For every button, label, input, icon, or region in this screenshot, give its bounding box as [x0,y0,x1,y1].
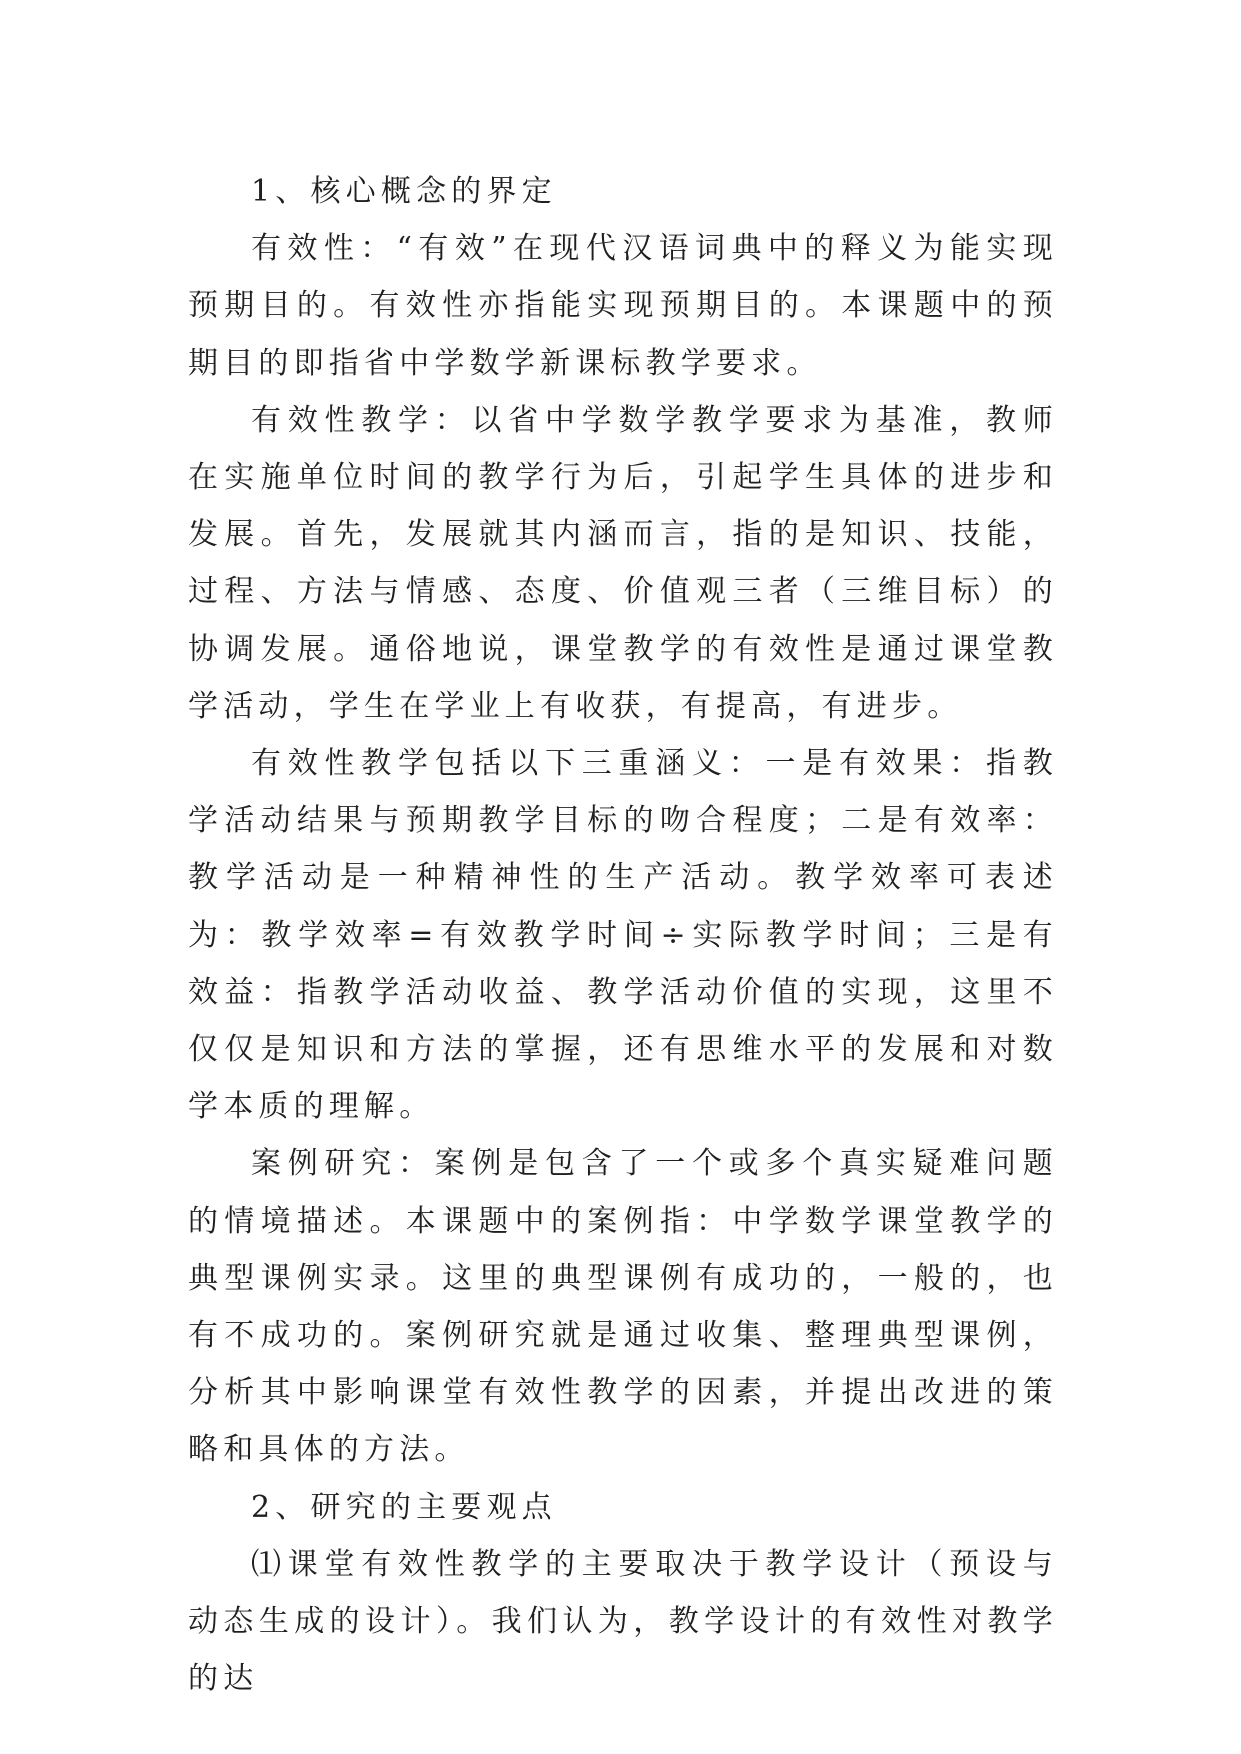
section-heading-main-viewpoints: 2、研究的主要观点 [251,1489,557,1525]
paragraph-effective-teaching-definition: 有效性教学：以省中学数学教学要求为基准，教师在实施单位时间的教学行为后，引起学生具体的进步和发展。首先，发展就其内涵而言，指的是知识、技能，过程、方法与情感、态度、价值观三者（三维目标）的协调发展。通俗地说，课堂教学的有效性是通过课堂教学活动，学生在学业上有收获，有提高，有进步。 [188,402,1058,724]
paragraph-effectiveness-definition: 有效性：“有效”在现代汉语词典中的释义为能实现预期目的。有效性亦指能实现预期目的。本课题中的预期目的即指省中学数学新课标教学要求。 [188,231,1058,381]
paragraph-case-study-definition: 案例研究：案例是包含了一个或多个真实疑难问题的情境描述。本课题中的案例指：中学数学课堂教学的典型课例实录。这里的典型课例有成功的，一般的，也有不成功的。案例研究就是通过收集、整理典型课例，分析其中影响课堂有效性教学的因素，并提出改进的策略和具体的方法。 [188,1146,1058,1468]
paragraph-three-meanings: 有效性教学包括以下三重涵义：一是有效果：指教学活动结果与预期教学目标的吻合程度；二是有效率：教学活动是一种精神性的生产活动。教学效率可表述为：教学效率=有效教学时间÷实际教学时间；三是有效益：指教学活动收益、教学活动价值的实现，这里不仅仅是知识和方法的掌握，还有思维水平的发展和对数学本质的理解。 [188,746,1058,1125]
paragraph-viewpoint-one: ⑴课堂有效性教学的主要取决于教学设计（预设与动态生成的设计）。我们认为，教学设计的有效性对教学的达 [188,1546,1058,1697]
section-heading-core-concepts: 1、核心概念的界定 [251,174,557,209]
document-body [188,163,1058,1707]
